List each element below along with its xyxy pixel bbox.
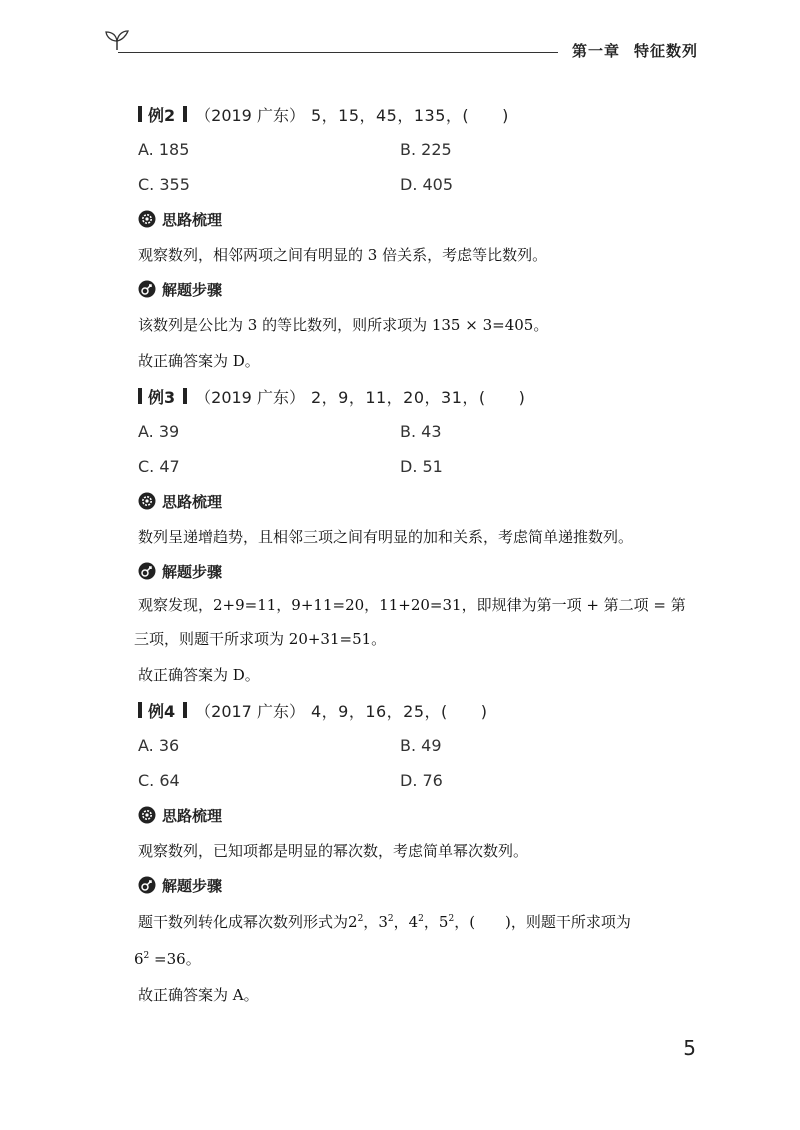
- option-a: A. 39: [138, 422, 180, 441]
- section-title: 解题步骤: [162, 280, 223, 299]
- steps-text: 该数列是公比为 3 的等比数列，则所求项为 135 × 3=405。: [138, 315, 549, 334]
- label-bar-right: [183, 388, 187, 404]
- sprout-icon: [104, 28, 130, 52]
- example-sequence: 2，9，11，20，31，( ): [310, 387, 526, 407]
- section-title: 思路梳理: [162, 806, 223, 825]
- steps-text-lead: 题干数列转化成幂次数列形式为: [138, 913, 349, 931]
- option-c: C. 64: [138, 771, 180, 790]
- answer-text: 故正确答案为 A。: [138, 985, 259, 1004]
- example-sequence: 4，9，16，25，( ): [310, 701, 488, 721]
- option-list: [138, 132, 698, 202]
- option-list: [138, 414, 698, 484]
- page-number: 5: [683, 1036, 696, 1060]
- example-label: 例4: [148, 701, 176, 721]
- example-heading: [138, 378, 698, 414]
- label-bar-left: [138, 388, 142, 404]
- idea-text: 数列呈递增趋势，且相邻三项之间有明显的加和关系，考虑简单递推数列。: [138, 527, 634, 546]
- section-idea: [138, 202, 698, 236]
- section-idea: [138, 798, 698, 832]
- page-content: [134, 96, 698, 1012]
- example-sequence: 5，15，45，135，( ): [310, 105, 509, 125]
- idea-text: 观察数列，已知项都是明显的幂次数，考虑简单幂次数列。: [138, 841, 529, 860]
- header-rule: [118, 52, 558, 53]
- page-header: [0, 0, 800, 80]
- section-title: 解题步骤: [162, 876, 223, 895]
- steps-text: [134, 588, 700, 656]
- steps-text: 题干数列转化成幂次数列形式为$2^2$，$3^2$，$4^2$，$5^2$，( )，则题干所求项为 $6^2 =36$。: [134, 902, 700, 976]
- section-idea: [138, 484, 698, 518]
- steps-result: $6^2 =36$。: [134, 950, 201, 968]
- option-list: [138, 728, 698, 798]
- example-source: （2019 广东）: [195, 105, 305, 125]
- chapter-number: 第一章: [571, 42, 620, 60]
- power-term: $3^2$: [378, 913, 394, 931]
- example-source: （2019 广东）: [195, 387, 305, 407]
- option-a: A. 185: [138, 140, 190, 159]
- idea-gear-icon: [138, 492, 156, 510]
- option-a: A. 36: [138, 736, 180, 755]
- section-steps: [138, 554, 698, 588]
- option-d: D. 51: [400, 457, 443, 476]
- option-b: B. 225: [400, 140, 452, 159]
- example-source: （2017 广东）: [195, 701, 305, 721]
- power-term: $4^2$: [408, 913, 424, 931]
- example-heading: [138, 96, 698, 132]
- idea-gear-icon: [138, 210, 156, 228]
- example-heading: [138, 692, 698, 728]
- section-title: 思路梳理: [162, 492, 223, 511]
- chapter-title: 特征数列: [633, 42, 698, 60]
- power-term: $5^2$: [438, 913, 455, 931]
- label-bar-left: [138, 702, 142, 718]
- section-steps: [138, 272, 698, 306]
- chapter-heading: [572, 40, 698, 61]
- label-bar-left: [138, 106, 142, 122]
- section-title: 解题步骤: [162, 562, 223, 581]
- option-c: C. 47: [138, 457, 180, 476]
- answer-text: 故正确答案为 D。: [138, 665, 260, 684]
- label-bar-right: [183, 106, 187, 122]
- example-label: 例3: [148, 387, 176, 407]
- steps-text-body: 观察发现，2+9=11，9+11=20，11+20=31，即规律为第一项 + 第二项 = 第三项，则题干所求项为 20+31=51。: [134, 596, 686, 648]
- power-term: $2^2$: [348, 913, 364, 931]
- option-d: D. 76: [400, 771, 443, 790]
- answer-text: 故正确答案为 D。: [138, 351, 260, 370]
- section-title: 思路梳理: [162, 210, 223, 229]
- idea-gear-icon: [138, 806, 156, 824]
- steps-text-mid: ，( )，则题干所求项为: [454, 913, 631, 931]
- label-bar-right: [183, 702, 187, 718]
- option-d: D. 405: [400, 175, 454, 194]
- steps-pen-icon: [138, 876, 156, 894]
- steps-pen-icon: [138, 562, 156, 580]
- option-b: B. 49: [400, 736, 442, 755]
- option-c: C. 355: [138, 175, 190, 194]
- idea-text: 观察数列，相邻两项之间有明显的 3 倍关系，考虑等比数列。: [138, 245, 548, 264]
- option-b: B. 43: [400, 422, 442, 441]
- steps-pen-icon: [138, 280, 156, 298]
- example-label: 例2: [148, 105, 176, 125]
- section-steps: [138, 868, 698, 902]
